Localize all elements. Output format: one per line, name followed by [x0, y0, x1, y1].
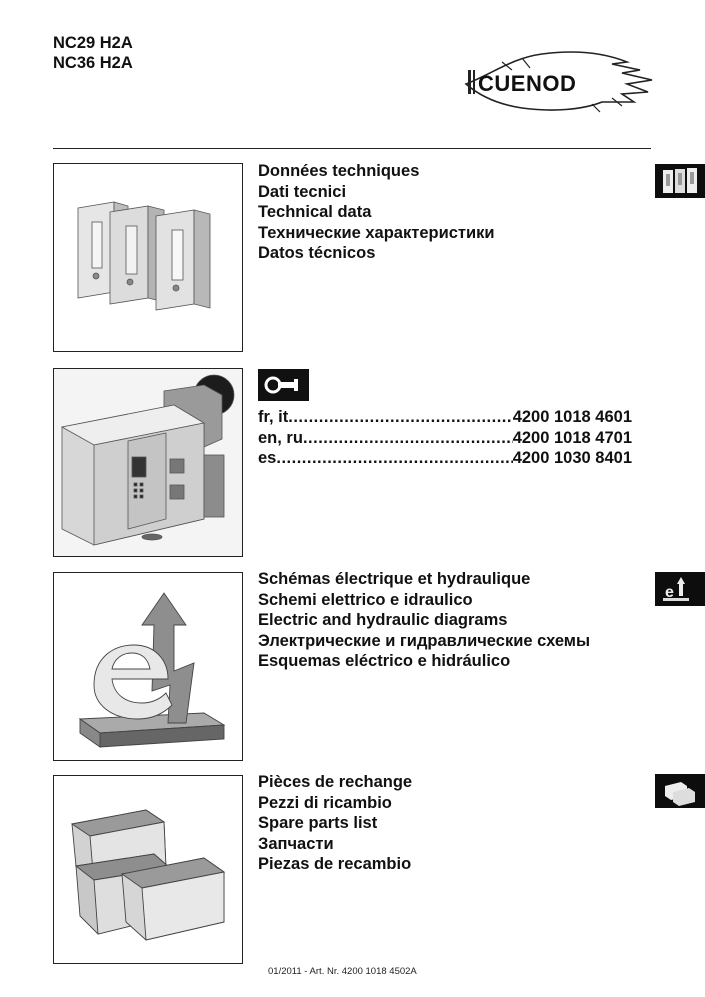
diagrams-headings — [258, 569, 590, 672]
binders-icon — [655, 164, 705, 198]
reference-number: 4200 1018 4601 — [512, 408, 632, 426]
binders-image — [53, 163, 243, 352]
heading: Electric and hydraulic diagrams — [258, 611, 508, 629]
leader-dots — [276, 448, 512, 469]
bins-icon — [655, 774, 705, 808]
reference-number: 4200 1030 8401 — [512, 449, 632, 467]
heading: Технические характеристики — [258, 223, 495, 242]
heading: Schémas électrique et hydraulique — [258, 570, 531, 588]
heading: Piezas de recambio — [258, 855, 412, 873]
reference-languages: fr, it — [258, 408, 289, 426]
reference-number: 4200 1018 4701 — [512, 428, 632, 447]
reference-languages: es — [258, 449, 277, 467]
model-title: NC36 H2A — [53, 54, 133, 72]
technical-data-headings — [258, 161, 495, 264]
reference-row — [258, 407, 632, 428]
heading: Données techniques — [258, 162, 420, 180]
heading: Dati tecnici — [258, 182, 347, 201]
heading: Электрические и гидравлические схемы — [258, 631, 591, 650]
header-divider — [53, 148, 651, 149]
wrench-icon — [258, 369, 309, 401]
leader-dots — [288, 407, 512, 428]
heading: Technical data — [258, 203, 372, 221]
burner-image — [53, 368, 243, 557]
cuenod-logo — [462, 40, 662, 120]
spare-parts-bins-image — [53, 775, 243, 964]
document-references — [258, 407, 632, 469]
heading: Запчасти — [258, 834, 334, 853]
eh-icon — [655, 572, 705, 606]
leader-dots — [303, 428, 513, 449]
reference-row — [258, 448, 632, 469]
electric-hydraulic-image — [53, 572, 243, 761]
svg-text:e: e — [665, 584, 674, 601]
logo-text: CUENOD — [478, 71, 577, 96]
heading: Spare parts list — [258, 814, 378, 832]
reference-languages: en, ru — [258, 428, 303, 447]
heading: Pezzi di ricambio — [258, 793, 392, 812]
heading: Esquemas eléctrico e hidráulico — [258, 652, 511, 670]
model-title: NC29 H2A — [53, 34, 133, 52]
heading: Datos técnicos — [258, 244, 376, 262]
model-titles — [53, 33, 133, 73]
heading: Schemi elettrico e idraulico — [258, 590, 473, 609]
reference-row — [258, 428, 632, 449]
article-number-footer: 01/2011 - Art. Nr. 4200 1018 4502A — [268, 966, 417, 977]
heading: Pièces de rechange — [258, 773, 413, 791]
spare-parts-headings — [258, 772, 412, 875]
